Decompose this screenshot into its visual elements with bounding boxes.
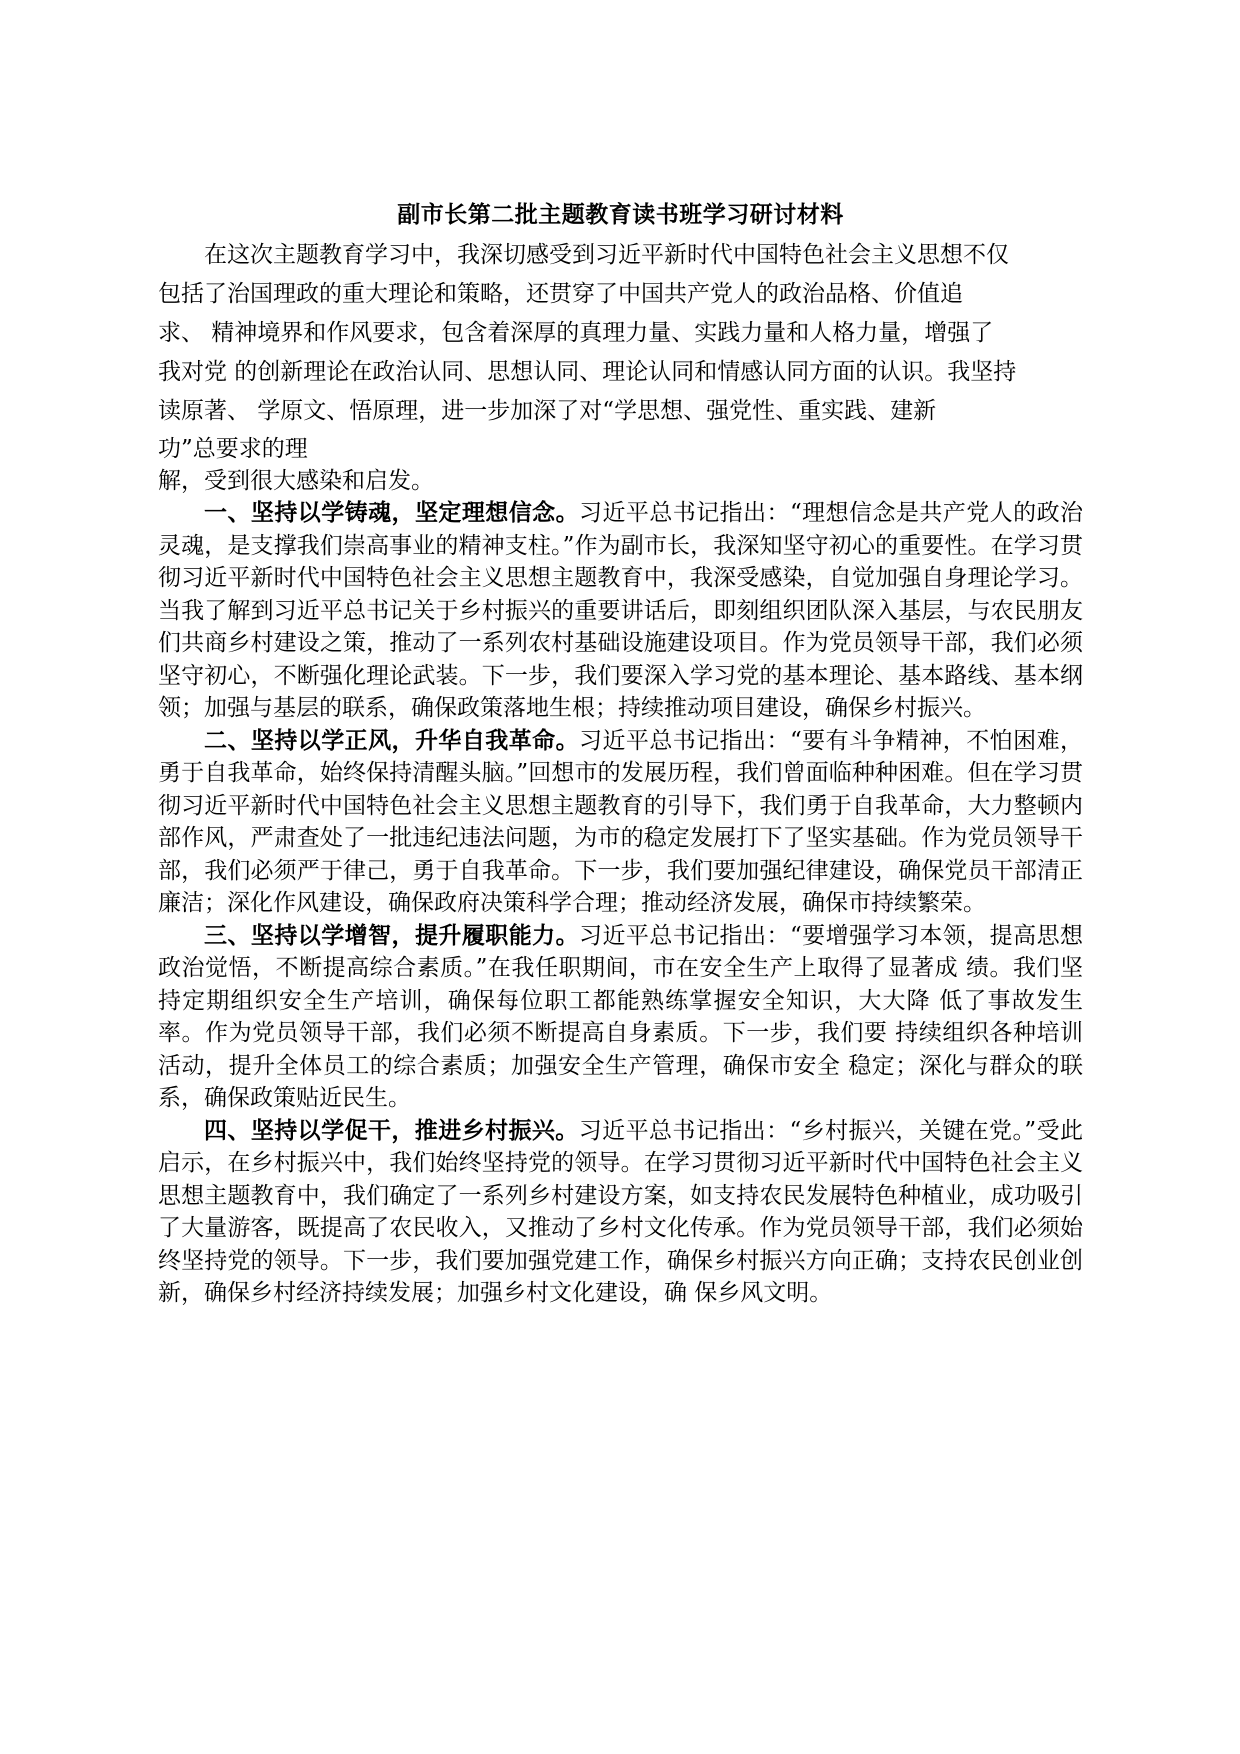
section-paragraph-1 <box>158 497 1083 725</box>
section-text-3: 习近平总书记指出：“要增强学习本领，提高思想政治觉悟，不断提高综合素质。”在我任职期间，市在安全生产上取得了显著成 绩。我们坚持定期组织安全生产培训，确保每位职工都能熟练掌握安全知识，大大降 低了事故发生率。作为党员领导干部，我们必须不断提高自身素质。下一步，我们要 持续组织各种培训活动，提升全体员工的综合素质；加强安全生产管理，确保市安全 稳定；深化与群众的联系，确保政策贴近民生。 <box>158 922 1084 1111</box>
intro-line: 读原著、 学原文、悟原理，进一步加深了对“学思想、强党性、重实践、建新 <box>158 398 937 424</box>
intro-line: 我对党 的创新理论在政治认同、思想认同、理论认同和情感认同方面的认识。我坚持 <box>158 359 1017 385</box>
document-title: 副市长第二批主题教育读书班学习研讨材料 <box>397 201 844 228</box>
section-paragraph-3 <box>158 920 1083 1115</box>
section-paragraph-4 <box>158 1115 1083 1310</box>
document-body <box>158 198 1083 1310</box>
section-heading-3: 三、坚持以学增智，提升履职能力。 <box>204 921 580 949</box>
intro-line: 解，受到很大感染和启发。 <box>158 468 434 494</box>
intro-paragraph <box>158 238 1083 497</box>
section-text-1: 习近平总书记指出：“理想信念是共产党人的政治灵魂，是支撑我们崇高事业的精神支柱。”作为副市长，我深知坚守初心的重要性。在学习贯彻习近平新时代中国特色社会主义思想主题教育中，我深受感染，自觉加强自身理论学习。当我了解到习近平总书记关于乡村振兴的重要讲话后，即刻组织团队深入基层，与农民朋友们共商乡村建设之策，推动了一系列农村基础设施建设项目。作为党员领导干部，我们必须坚守初心，不断强化理论武装。下一步，我们要深入学习党的基本理论、基本路线、基本纲领；加强与基层的联系，确保政策落地生根；持续推动项目建设，确保乡村振兴。 <box>158 500 1084 721</box>
intro-line: 功”总要求的理 <box>158 436 308 462</box>
section-text-4: 习近平总书记指出：“乡村振兴，关键在党。”受此启示，在乡村振兴中，我们始终坚持党的领导。在学习贯彻习近平新时代中国特色社会主义思想主题教育中，我们确定了一系列乡村建设方案，如支持农民发展特色种植业，成功吸引了大量游客，既提高了农民收入，又推动了乡村文化传承。作为党员领导干部，我们必须始终坚持党的领导。下一步，我们要加强党建工作，确保乡村振兴方向正确；支持农民创业创新，确保乡村经济持续发展；加强乡村文化建设，确 保乡风文明。 <box>158 1117 1083 1306</box>
intro-line: 包括了治国理政的重大理论和策略，还贯穿了中国共产党人的政治品格、价值追 <box>158 281 963 307</box>
section-paragraph-2 <box>158 725 1083 920</box>
section-heading-1: 一、坚持以学铸魂，坚定理想信念。 <box>204 499 580 526</box>
intro-line: 求、 精神境界和作风要求，包含着深厚的真理力量、实践力量和人格力量，增强了 <box>158 320 994 346</box>
section-text-2: 习近平总书记指出：“要有斗争精神，不怕困难，勇于自我革命，始终保持清醒头脑。”回想市的发展历程，我们曾面临种种困难。但在学习贯彻习近平新时代中国特色社会主义思想主题教育的引导下，我们勇于自我革命，大力整顿内部作风，严肃查处了一批违纪违法问题，为市的稳定发展打下了坚实基础。作为党员领导干部，我们必须严于律己，勇于自我革命。下一步，我们要加强纪律建设，确保党员干部清正廉洁；深化作风建设，确保政府决策科学合理；推动经济发展，确保市持续繁荣。 <box>158 727 1084 916</box>
intro-line: 在这次主题教育学习中，我深切感受到习近平新时代中国特色社会主义思想不仅 <box>204 242 1009 268</box>
section-heading-4: 四、坚持以学促干，推进乡村振兴。 <box>204 1116 579 1144</box>
section-heading-2: 二、坚持以学正风，升华自我革命。 <box>204 726 580 754</box>
